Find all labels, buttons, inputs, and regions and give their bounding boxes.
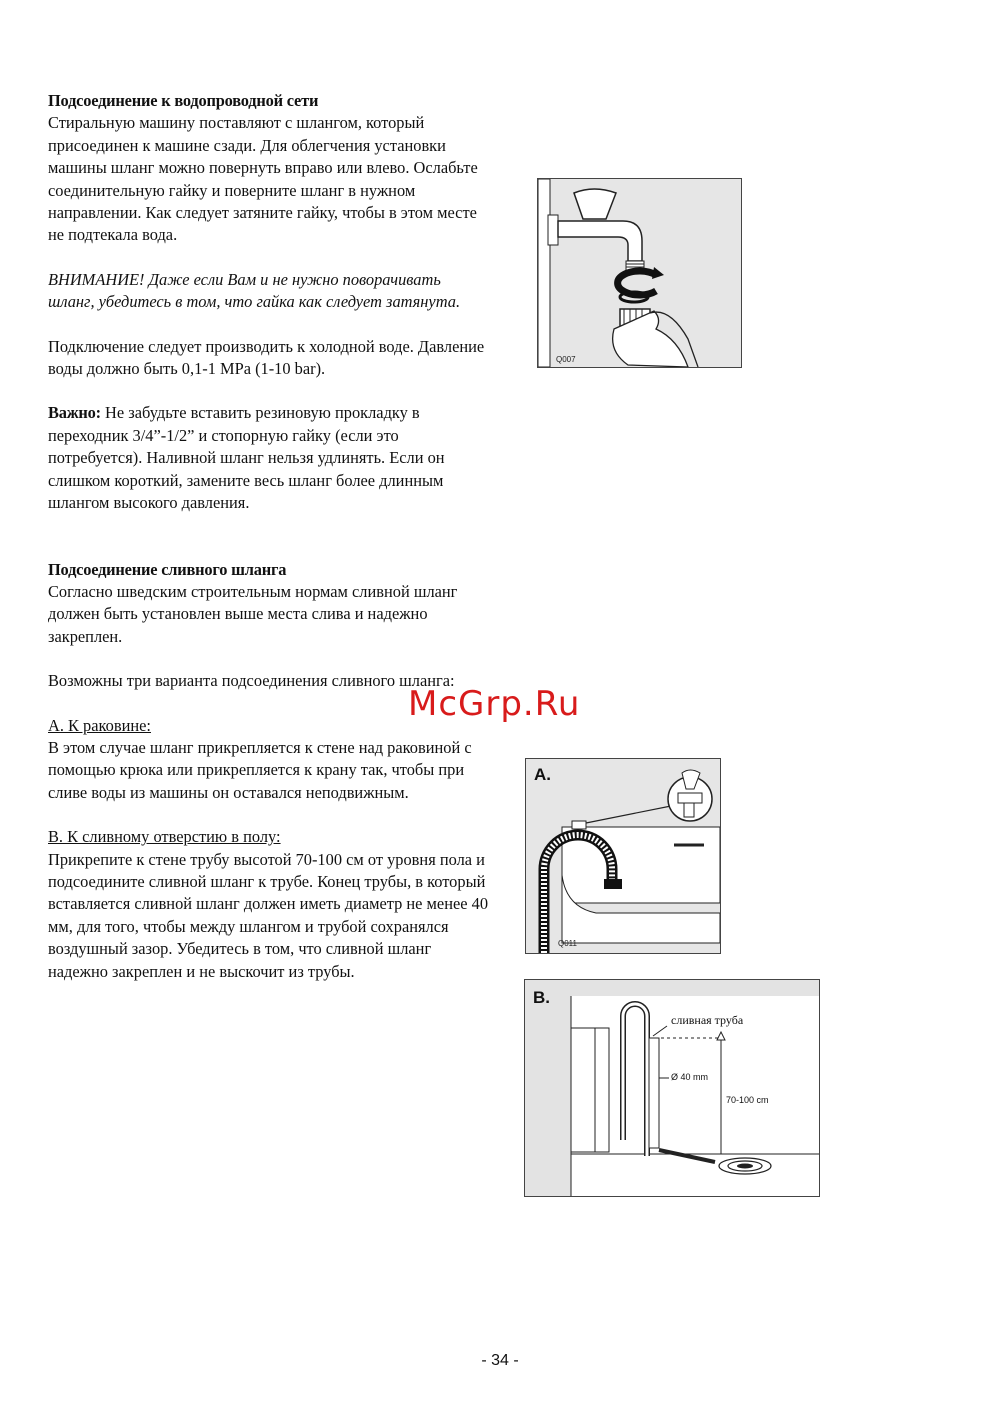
option-a-title: А. К раковине:	[48, 715, 151, 735]
figure-a-code: Q011	[558, 939, 577, 948]
text-column	[48, 90, 488, 983]
water-paragraph: Стиральную машину поставляют с шлангом, который присоединен к машине сзади. Для облегчения установки машины шланг можно повернуть вправо или влево. Ослабьте соединительную гайку и поверните шланг в нужном направлении. Как следует затяните гайку, чтобы в этом месте не подтекала вода.	[48, 113, 478, 245]
height-label: 70-100 cm	[726, 1095, 769, 1105]
drain-pipe-label: сливная труба	[671, 1013, 744, 1027]
option-a-text: В этом случае шланг прикрепляется к стене над раковиной с помощью крюка или прикрепляется к крану так, чтобы при сливе воды из машины он оставался неподвижным.	[48, 737, 472, 802]
drain-paragraph: Согласно шведским строительным нормам сливной шланг должен быть установлен выше места слива и надежно закреплен.	[48, 581, 458, 646]
figure-b	[524, 979, 820, 1197]
page-number: - 34 -	[481, 1352, 519, 1369]
figure-a	[525, 758, 721, 954]
important-text: Не забудьте вставить резиновую прокладку в переходник 3/4”-1/2” и стопорную гайку (если это потребуется). Наливной шланг нельзя удлинять. Если он слишком короткий, замените весь шланг более длинным шлангом высокого давления.	[48, 403, 445, 513]
tap-illustration	[538, 179, 741, 367]
drain-options: Возможны три варианта подсоединения сливного шланга:	[48, 671, 455, 691]
figure-b-letter: B.	[533, 988, 550, 1007]
tap-figure	[537, 178, 742, 368]
option-b-text: Прикрепите к стене трубу высотой 70-100 см от уровня пола и подсоедините сливной шланг к трубе. Конец трубы, в который вставляется сливной шланг должен иметь диаметр не менее 40 мм, для того, чтобы между шлангом и трубой сохранялся воздушный зазор. Убедитесь в том, что сливной шланг надежно закреплен и не выскочит из трубы.	[48, 849, 489, 981]
water-warning: ВНИМАНИЕ! Даже если Вам и не нужно поворачивать шланг, убедитесь в том, что гайка как следует затянута.	[48, 269, 461, 312]
option-b-title: B. К сливному отверстию в полу:	[48, 827, 281, 847]
drain-heading: Подсоединение сливного шланга	[48, 559, 287, 579]
watermark: McGrp.Ru	[408, 684, 581, 724]
important-label: Важно:	[48, 403, 101, 423]
water-connection: Подключение следует производить к холодной воде. Давление воды должно быть 0,1-1 MPa (1-10 bar).	[48, 336, 485, 379]
diameter-label: Ø 40 mm	[671, 1072, 709, 1082]
figure-a-letter: A.	[534, 765, 551, 784]
tap-figure-code: Q007	[556, 355, 576, 364]
water-heading: Подсоединение к водопроводной сети	[48, 91, 319, 110]
water-important	[48, 402, 488, 514]
sink-illustration	[526, 759, 720, 953]
